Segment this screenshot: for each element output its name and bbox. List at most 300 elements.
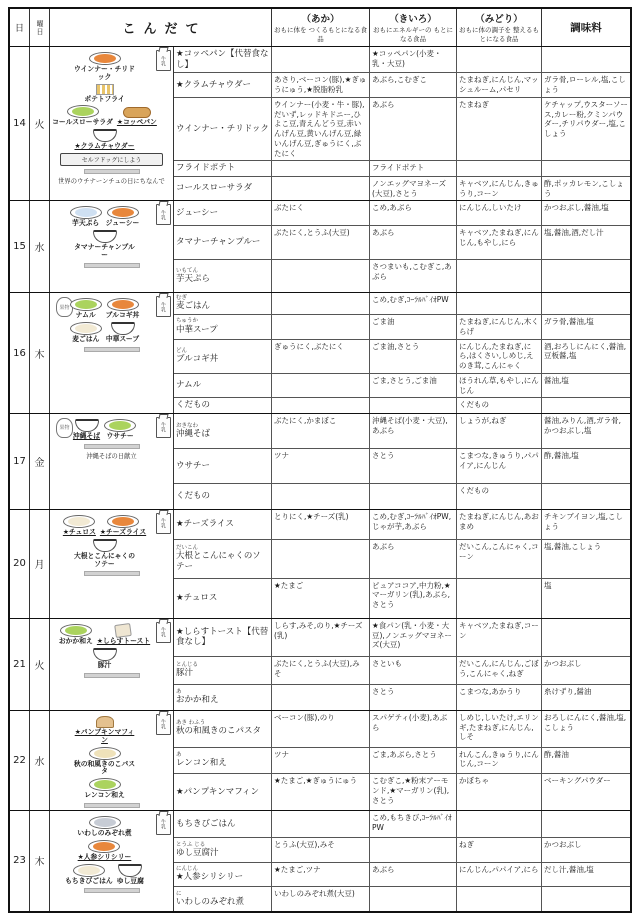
menu-row	[174, 711, 630, 748]
red-foods-cell	[272, 398, 370, 413]
furigana: おきなわ	[176, 422, 199, 429]
plate-blue-icon	[70, 206, 102, 219]
dish-item	[106, 322, 139, 344]
milk-carton-label: 牛乳	[160, 627, 166, 638]
day-row-14	[10, 47, 630, 201]
menu-name: ゆし豆腐汁	[176, 847, 219, 858]
menu-row	[174, 863, 630, 888]
menu-row	[174, 540, 630, 578]
day-number: 17	[10, 414, 30, 509]
dish-item	[93, 648, 117, 670]
dish-item	[100, 515, 146, 537]
menu-cell	[174, 340, 272, 373]
tray-bar	[84, 803, 140, 808]
dish-label: いわしのみぞれ煮	[77, 828, 132, 837]
furigana: とうふ じる	[176, 841, 206, 848]
day-number: 23	[10, 811, 30, 911]
menu-name: ★コッペパン【代替食なし】	[176, 49, 269, 70]
menu-cell	[174, 579, 272, 618]
seasoning-cell	[542, 619, 630, 656]
red-foods-cell	[272, 260, 370, 293]
header-yellow-subtitle: おもにエネルギーの もとになる食品	[372, 26, 454, 43]
red-foods-cell: ぶたにく,かまぼこ	[272, 414, 370, 448]
plate-orange-icon	[107, 298, 139, 311]
menu-table	[8, 7, 632, 913]
yellow-foods-cell: ★食パン(乳・小麦・大豆),ノンエッグマヨネーズ(大豆)	[370, 619, 457, 656]
dish-item	[74, 747, 136, 777]
red-foods-cell: ぶたにく,とうふ(大豆),みそ	[272, 657, 370, 684]
menu-illustration	[50, 47, 174, 200]
menu-name: ウインナー・チリドック	[176, 123, 269, 134]
header-day: 日	[10, 9, 30, 46]
menu-rows	[174, 201, 630, 292]
menu-name: 麦ごはん	[176, 301, 211, 312]
dish-item	[65, 864, 113, 886]
menu-name: ★クラムチャウダー	[176, 79, 252, 90]
dish-label: ★コッペパン	[116, 118, 157, 127]
menu-name: ★パンプキンマフィン	[176, 786, 260, 797]
menu-name: もちきびごはん	[176, 818, 236, 829]
dish-label: ウサチー	[106, 431, 134, 440]
yellow-foods-cell: ごま,さとう,ごま油	[370, 374, 457, 398]
green-foods-cell: ねぎ	[457, 838, 542, 862]
menu-row	[174, 774, 630, 810]
seasoning-cell: おろしにんにく,醤油,塩,こしょう	[544, 712, 627, 732]
seasoning-cell: だし汁,醤油,塩	[544, 864, 594, 874]
tray-bar	[84, 347, 140, 352]
green-foods-cell: キャベツ,たまねぎ,コーン	[457, 619, 542, 656]
dish-item	[74, 716, 136, 745]
bowl-icon	[75, 419, 99, 432]
menu-cell	[174, 201, 272, 225]
yellow-foods-cell	[370, 484, 457, 509]
menu-illustration	[50, 711, 174, 810]
plate-green-icon	[67, 105, 99, 118]
menu-cell	[174, 685, 272, 710]
menu-cell	[174, 811, 272, 837]
plate-orange-icon	[88, 840, 120, 853]
seasoning-cell	[542, 293, 630, 314]
dish-label: ポテトフライ	[84, 94, 125, 103]
menu-illustration	[50, 414, 174, 509]
red-foods-cell: ★たまご	[272, 579, 370, 618]
yellow-foods-cell: こめ,むぎ,ｺｰﾗﾙﾊﾞｲｵPW,じゃが芋,あぶら	[370, 510, 457, 539]
milk-carton-label: 牛乳	[160, 422, 166, 433]
menu-name: 中華スープ	[176, 324, 218, 335]
green-foods-cell: しめじ,しいたけ,エリンギ,たまねぎ,にんじん,しそ	[457, 711, 542, 747]
day-row-16	[10, 293, 630, 414]
menu-name: ★チーズライス	[176, 519, 234, 530]
menu-name: ジューシー	[176, 207, 219, 218]
tray-bar	[84, 571, 140, 576]
illustration-note: 沖縄そばの日献立	[86, 452, 137, 460]
menu-row	[174, 510, 630, 540]
menu-cell	[174, 414, 272, 448]
menu-cell	[174, 449, 272, 483]
menu-row	[174, 811, 630, 838]
dish-label: レンコン和え	[84, 791, 125, 800]
red-foods-cell: ベーコン(豚),のり	[272, 711, 370, 747]
yellow-foods-cell: こめ,むぎ,ｺｰﾗﾙﾊﾞｲｵPW	[370, 293, 457, 314]
menu-illustration	[50, 811, 174, 911]
menu-name: 大根とこんにゃくのソテー	[176, 551, 261, 573]
menu-row	[174, 619, 630, 657]
menu-rows	[174, 293, 630, 413]
red-foods-cell	[272, 177, 370, 201]
seasoning-cell: 酒,おろしにんにく,醤油,豆板醤,塩	[544, 341, 627, 361]
menu-row	[174, 484, 630, 509]
yellow-foods-cell: 沖縄そば(小麦・大豆),あぶら	[370, 414, 457, 448]
milk-carton-label: 牛乳	[160, 209, 166, 220]
seasoning-cell: 塩,醤油,酒,だし汁	[544, 228, 604, 238]
menu-cell	[174, 484, 272, 509]
furigana: あ	[176, 752, 182, 759]
dish-label: ★人参シリシリー	[77, 852, 132, 861]
green-foods-cell	[457, 811, 542, 837]
dish-label: 沖縄そば	[72, 431, 101, 440]
tray-bar	[84, 673, 140, 678]
menu-row	[174, 226, 630, 260]
menu-cell	[174, 540, 272, 577]
menu-cell	[174, 398, 272, 413]
menu-name: ★しらすトースト【代替食なし】	[176, 626, 269, 648]
weekday-label: 水	[30, 201, 50, 292]
milk-carton-icon	[156, 513, 171, 534]
plate-white-icon	[63, 515, 95, 528]
dish-item	[59, 624, 93, 646]
green-foods-cell: こまつな,あかうり	[457, 685, 542, 710]
muffin-icon	[96, 716, 114, 728]
milk-carton-label: 牛乳	[160, 719, 166, 730]
yellow-foods-cell: ごま油	[370, 315, 457, 339]
red-foods-cell: ★たまご,★ぎゅうにゅう	[272, 774, 370, 810]
day-number: 20	[10, 510, 30, 618]
green-foods-cell: ほうれん草,もやし,にんじん	[457, 374, 542, 398]
yellow-foods-cell: さとう	[370, 449, 457, 483]
illustration-banner: セルフドッグにしよう	[60, 153, 162, 166]
menu-cell	[174, 315, 272, 339]
bowl-icon	[118, 864, 142, 877]
red-foods-cell	[272, 685, 370, 710]
menu-cell	[174, 98, 272, 161]
menu-rows	[174, 811, 630, 911]
dish-list	[52, 513, 171, 568]
menu-row	[174, 657, 630, 685]
milk-carton-icon	[156, 814, 171, 835]
dish-item	[74, 539, 136, 569]
dish-label: ★パンプキンマフィン	[74, 727, 135, 744]
menu-name: 芋天ぷら	[176, 273, 211, 284]
header-weekday: 曜日	[30, 9, 50, 46]
dish-label: ナムル	[75, 311, 96, 320]
dish-item	[73, 419, 100, 441]
dish-list	[52, 714, 171, 800]
green-foods-cell: くだもの	[457, 398, 542, 413]
menu-row	[174, 201, 630, 226]
green-foods-cell: にんじん,たまねぎ,にら,はくさい,しめじ,えのき茸,こんにゃく	[457, 340, 542, 373]
furigana: に	[176, 890, 182, 897]
menu-cell	[174, 47, 272, 72]
dish-item	[70, 322, 102, 344]
fries-icon	[96, 84, 114, 95]
menu-row	[174, 340, 630, 374]
dish-label: ★チーズライス	[99, 527, 147, 536]
menu-name: いわしのみぞれ煮	[176, 896, 245, 907]
yellow-foods-cell: ノンエッグマヨネーズ(大豆),さとう	[370, 177, 457, 201]
red-foods-cell	[272, 540, 370, 577]
milk-carton-label: 牛乳	[160, 819, 166, 830]
seasoning-cell: ケチャップ,ウスターソース,カレー粉,クミンパウダー,チリパウダー,塩,こしょう	[544, 99, 628, 138]
toast-icon	[115, 623, 133, 638]
yellow-foods-cell: ごま,あぶら,さとう	[370, 748, 457, 774]
milk-carton-icon	[156, 622, 171, 643]
plate-orange-icon	[107, 515, 139, 528]
day-number: 16	[10, 293, 30, 413]
illustration-note: 世界のウチナーンチュの日にちなんで	[58, 178, 165, 186]
dish-item	[63, 515, 96, 537]
red-foods-cell: ツナ	[272, 449, 370, 483]
dish-label: ★しらすトースト	[96, 636, 151, 645]
dish-label: 大根とこんにゃくのソテー	[73, 551, 136, 568]
day-row-22	[10, 711, 630, 811]
yellow-foods-cell: さつまいも,こむぎこ,あぶら	[370, 260, 457, 293]
dish-item	[104, 419, 136, 441]
yellow-foods-cell	[370, 398, 457, 413]
milk-carton-label: 牛乳	[160, 301, 166, 312]
milk-carton-icon	[156, 296, 171, 317]
menu-name: ★人参シリシリー	[176, 872, 244, 883]
red-foods-cell	[272, 484, 370, 509]
milk-carton-icon	[156, 714, 171, 735]
dish-list	[52, 622, 171, 670]
dish-label: おかか和え	[58, 636, 93, 645]
red-foods-cell: ★たまご,ツナ	[272, 863, 370, 887]
fruit-bag-label: 果物	[59, 425, 70, 432]
menu-row	[174, 177, 630, 201]
dish-item	[77, 816, 131, 838]
menu-row	[174, 73, 630, 98]
seasoning-cell: 醤油,みりん,酒,ガラ骨,かつおぶし,塩	[544, 415, 622, 435]
days-container	[10, 47, 630, 911]
seasoning-cell: かつおぶし	[544, 659, 582, 669]
header-red-group	[272, 9, 370, 46]
milk-carton-label: 牛乳	[160, 518, 166, 529]
menu-cell	[174, 774, 272, 810]
seasoning-cell: ガラ骨,醤油,塩	[544, 317, 594, 327]
menu-illustration	[50, 510, 174, 618]
menu-rows	[174, 619, 630, 710]
dish-item	[70, 298, 102, 320]
header-green-title: （みどり）	[475, 14, 523, 26]
menu-name: フライドポテト	[176, 163, 236, 174]
weekday-label: 月	[30, 510, 50, 618]
milk-carton-label: 牛乳	[160, 55, 166, 66]
yellow-foods-cell: あぶら,こむぎこ	[370, 73, 457, 97]
red-foods-cell	[272, 811, 370, 837]
menu-cell	[174, 73, 272, 97]
yellow-foods-cell: あぶら	[370, 540, 457, 577]
tray-bar	[84, 888, 140, 893]
menu-name: ブルコギ丼	[176, 353, 219, 364]
dish-item	[117, 107, 157, 127]
furigana: とんじる	[176, 662, 199, 669]
menu-name: タマナーチャンプルー	[176, 237, 261, 248]
menu-row	[174, 293, 630, 315]
menu-cell	[174, 619, 272, 656]
green-foods-cell: こまつな,きゅうり,パパイア,にんじん	[457, 449, 542, 483]
red-foods-cell: とうふ(大豆),みそ	[272, 838, 370, 862]
menu-name: 秋の和風きのこパスタ	[176, 726, 262, 737]
weekday-label: 火	[30, 619, 50, 710]
dish-label: もちきびごはん	[65, 876, 113, 885]
menu-cell	[174, 374, 272, 398]
bowl-icon	[93, 648, 117, 661]
menu-name: 豚汁	[176, 668, 194, 679]
seasoning-cell	[542, 260, 630, 293]
red-foods-cell: ウインナー(小麦・牛・豚),だいず,レッドキドニー,ひよこ豆,青えんどう豆,赤いんげん豆,黄いんげん豆,緑いんげん豆,ぎゅうにく,ぶたにく	[272, 98, 370, 161]
dish-list	[52, 204, 171, 259]
menu-row	[174, 260, 630, 293]
furigana: あ	[176, 689, 182, 696]
dish-list	[52, 814, 171, 885]
red-foods-cell	[272, 315, 370, 339]
seasoning-cell: 酢,醤油,塩	[544, 450, 579, 460]
plate-green-icon	[89, 778, 121, 791]
green-foods-cell: たまねぎ	[457, 98, 542, 161]
red-foods-cell: ぎゅうにく,ぶたにく	[272, 340, 370, 373]
menu-cell	[174, 887, 272, 911]
furigana: むぎ	[176, 295, 188, 302]
green-foods-cell: れんこん,きゅうり,にんじん,コーン	[457, 748, 542, 774]
red-foods-cell: ツナ	[272, 748, 370, 774]
seasoning-cell: かつおぶし	[544, 840, 582, 850]
yellow-foods-cell: スパゲティ(小麦),あぶら	[370, 711, 457, 747]
menu-illustration	[50, 619, 174, 710]
green-foods-cell	[457, 260, 542, 293]
seasoning-cell	[542, 398, 630, 413]
seasoning-cell	[542, 484, 630, 509]
milk-carton-icon	[156, 417, 171, 438]
menu-name: ★チュロス	[176, 592, 218, 603]
menu-name: おかか和え	[176, 695, 219, 706]
table-header	[10, 9, 630, 47]
menu-illustration	[50, 293, 174, 413]
seasoning-cell: 酢,ポッカレモン,こしょう	[544, 178, 624, 198]
plate-white-icon	[73, 864, 105, 877]
dish-label: 芋天ぷら	[72, 219, 100, 228]
yellow-foods-cell: フライドポテト	[370, 161, 457, 176]
yellow-foods-cell	[370, 838, 457, 862]
menu-rows	[174, 414, 630, 509]
seasoning-cell: ガラ骨,ローレル,塩,こしょう	[544, 75, 626, 94]
menu-row	[174, 748, 630, 775]
green-foods-cell: かぼちゃ	[457, 774, 542, 810]
yellow-foods-cell	[370, 887, 457, 911]
green-foods-cell: しょうが,ねぎ	[457, 414, 542, 448]
red-foods-cell	[272, 47, 370, 72]
dish-item	[106, 298, 140, 320]
seasoning-cell	[542, 161, 630, 176]
bowl-icon	[93, 230, 117, 243]
dish-label: 秋の和風きのこパスタ	[73, 759, 136, 776]
red-foods-cell: しらす,みそ,のり,★チーズ(乳)	[272, 619, 370, 656]
plate-green-icon	[104, 419, 136, 432]
menu-name: レンコン和え	[176, 758, 227, 769]
yellow-foods-cell: あぶら	[370, 98, 457, 161]
day-row-20	[10, 510, 630, 619]
dish-label: ジューシー	[105, 219, 140, 228]
furigana: にんじん	[176, 866, 199, 873]
menu-row	[174, 449, 630, 484]
milk-carton-icon	[156, 50, 171, 71]
yellow-foods-cell: こめ,あぶら	[370, 201, 457, 225]
furigana: どん	[176, 347, 188, 354]
day-row-21	[10, 619, 630, 711]
plate-orange-icon	[89, 52, 121, 65]
green-foods-cell: キャベツ,にんじん,きゅうり,コーン	[457, 177, 542, 201]
green-foods-cell: キャベツ,たまねぎ,にんじん,もやし,にら	[457, 226, 542, 259]
bowl-icon	[93, 129, 117, 142]
tray-bar	[84, 169, 140, 174]
seasoning-cell	[542, 811, 630, 837]
seasoning-cell: チキンブイヨン,塩,こしょう	[544, 511, 624, 531]
day-number: 22	[10, 711, 30, 810]
green-foods-cell: たまねぎ,にんじん,あおまめ	[457, 510, 542, 539]
green-foods-cell: だいこん,こんにゃく,コーン	[457, 540, 542, 577]
tray-bar	[84, 444, 140, 449]
menu-cell	[174, 748, 272, 774]
menu-row	[174, 374, 630, 399]
dish-item	[70, 206, 102, 228]
header-yellow-title: （きいろ）	[389, 14, 437, 26]
menu-name: ウサチー	[176, 460, 211, 471]
header-green-group	[457, 9, 542, 46]
menu-cell	[174, 226, 272, 259]
yellow-foods-cell: こむぎこ,★粉末アーモンド,★マーガリン(乳),さとう	[370, 774, 457, 810]
dish-label: ★チュロス	[62, 527, 96, 536]
header-yellow-group	[370, 9, 457, 46]
dish-item	[84, 778, 125, 800]
menu-row	[174, 161, 630, 177]
menu-cell	[174, 161, 272, 176]
dish-item	[52, 105, 113, 127]
green-foods-cell: にんじん,しいたけ	[457, 201, 542, 225]
red-foods-cell: ぶたにく	[272, 201, 370, 225]
menu-cell	[174, 657, 272, 684]
red-foods-cell: とりにく,★チーズ(乳)	[272, 510, 370, 539]
menu-row	[174, 579, 630, 618]
seasoning-cell: ベーキングパウダー	[544, 776, 611, 786]
dish-label: ブルコギ丼	[105, 311, 140, 320]
menu-cell	[174, 711, 272, 747]
weekday-label: 金	[30, 414, 50, 509]
yellow-foods-cell: ごま油,さとう	[370, 340, 457, 373]
header-seasoning: 調味料	[570, 22, 602, 34]
menu-illustration	[50, 201, 174, 292]
dish-label: 豚汁	[97, 660, 112, 669]
furigana: ちゅうか	[176, 318, 199, 325]
bowl-icon	[111, 322, 135, 335]
menu-row	[174, 414, 630, 449]
seasoning-cell	[542, 887, 630, 911]
dish-item	[97, 624, 150, 646]
red-foods-cell	[272, 374, 370, 398]
yellow-foods-cell: あぶら	[370, 226, 457, 259]
yellow-foods-cell: ★コッペパン(小麦・乳・大豆)	[370, 47, 457, 72]
milk-carton-icon	[156, 204, 171, 225]
menu-cell	[174, 260, 272, 293]
green-foods-cell: たまねぎ,にんじん,木くらげ	[457, 315, 542, 339]
